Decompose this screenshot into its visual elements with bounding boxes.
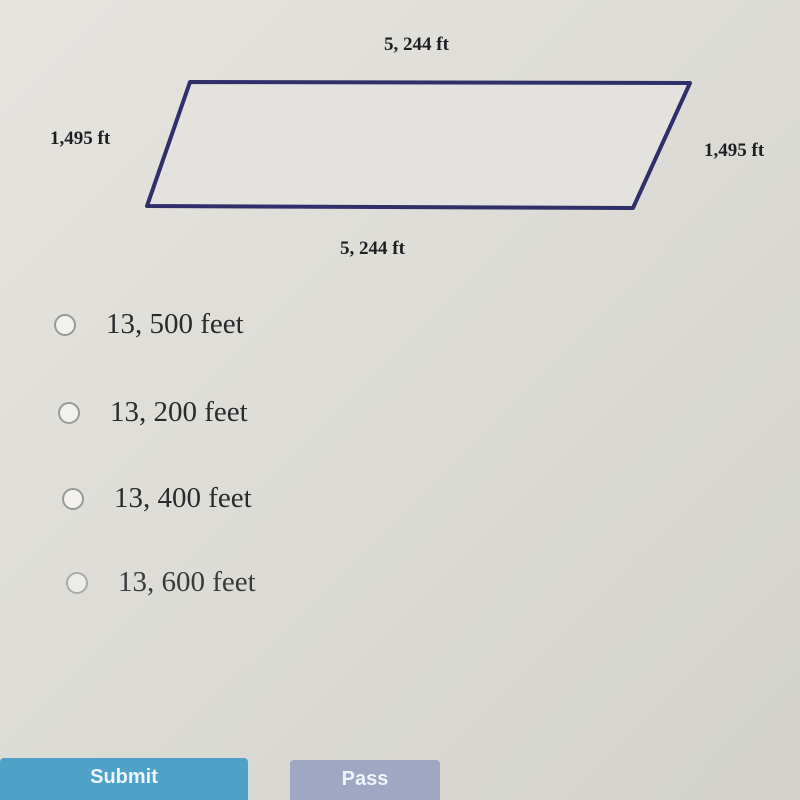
radio-button-icon[interactable] xyxy=(62,488,84,510)
answer-option-label: 13, 600 feet xyxy=(118,566,256,598)
radio-button-icon[interactable] xyxy=(58,402,80,424)
answer-option-4[interactable] xyxy=(66,566,256,599)
answer-option-label: 13, 200 feet xyxy=(110,396,248,428)
radio-button-icon[interactable] xyxy=(66,572,88,594)
submit-button[interactable]: Submit xyxy=(0,758,248,800)
right-side-label: 1,495 ft xyxy=(704,140,765,161)
bottom-side-label: 5, 244 ft xyxy=(340,238,405,259)
top-side-label: 5, 244 ft xyxy=(384,34,449,55)
answer-option-label: 13, 500 feet xyxy=(106,308,244,340)
answer-option-2[interactable] xyxy=(58,396,248,429)
pass-button[interactable]: Pass xyxy=(290,760,440,800)
left-side-label: 1,495 ft xyxy=(50,128,111,149)
answer-option-1[interactable] xyxy=(54,308,244,341)
answer-option-label: 13, 400 feet xyxy=(114,482,252,514)
radio-button-icon[interactable] xyxy=(54,314,76,336)
answer-option-3[interactable] xyxy=(62,482,252,515)
